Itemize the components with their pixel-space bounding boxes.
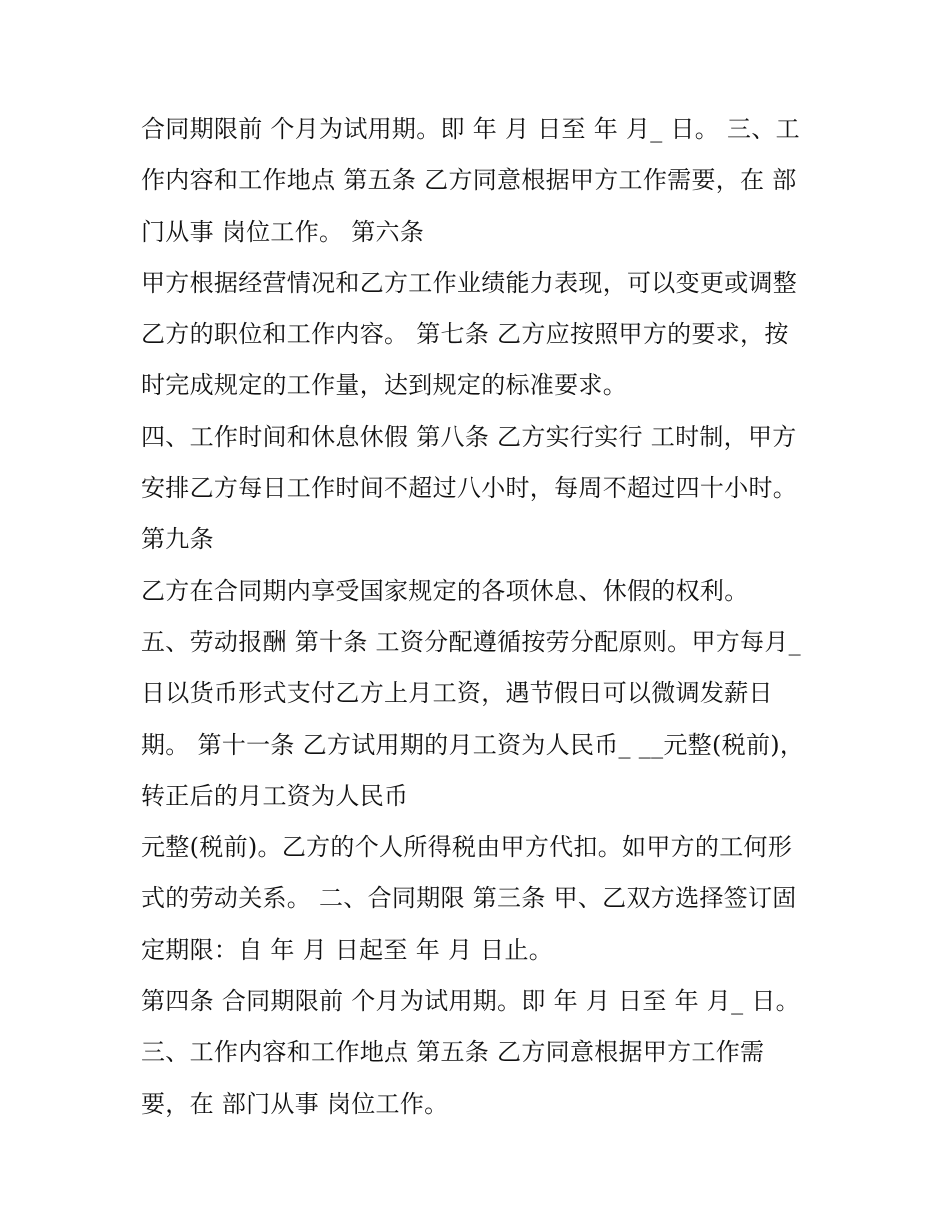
text-line: 日以货币形式支付乙方上月工资，遇节假日可以微调发薪日	[141, 679, 773, 708]
text-line: 四、工作时间和休息休假 第八条 乙方实行实行 工时制，甲方	[141, 422, 797, 451]
text-line: 安排乙方每日工作时间不超过八小时，每周不超过四十小时。	[141, 474, 798, 503]
text-line: 乙方的职位和工作内容。 第七条 乙方应按照甲方的要求，按	[141, 320, 789, 349]
text-line: 元整(税前)。乙方的个人所得税由甲方代扣。如甲方的工何形	[141, 833, 793, 862]
text-line: 乙方在合同期内享受国家规定的各项休息、休假的权利。	[141, 576, 749, 605]
text-line: 时完成规定的工作量，达到规定的标准要求。	[141, 371, 627, 400]
text-line: 式的劳动关系。 二、合同期限 第三条 甲、乙双方选择签订固	[141, 884, 797, 913]
text-line: 要，在 部门从事 岗位工作。	[141, 1089, 449, 1118]
document-body	[141, 104, 841, 1130]
text-line: 转正后的月工资为人民币	[141, 781, 409, 810]
text-line: 第四条 合同期限前 个月为试用期。即 年 月 日至 年 月_ 日。	[141, 987, 800, 1016]
text-line: 三、工作内容和工作地点 第五条 乙方同意根据甲方工作需	[141, 1038, 765, 1067]
text-line: 甲方根据经营情况和乙方工作业绩能力表现，可以变更或调整	[141, 268, 798, 297]
text-line: 第九条	[141, 525, 214, 554]
text-line: 期。 第十一条 乙方试用期的月工资为人民币_ __元整(税前)，	[141, 730, 805, 759]
text-line: 五、劳动报酬 第十条 工资分配遵循按劳分配原则。甲方每月_	[141, 627, 801, 656]
text-line: 定期限：自 年 月 日起至 年 月 日止。	[141, 935, 554, 964]
text-line: 合同期限前 个月为试用期。即 年 月 日至 年 月_ 日。 三、工	[141, 115, 800, 143]
text-line: 门从事 岗位工作。 第六条	[141, 217, 425, 246]
text-line: 作内容和工作地点 第五条 乙方同意根据甲方工作需要，在 部	[141, 166, 797, 195]
